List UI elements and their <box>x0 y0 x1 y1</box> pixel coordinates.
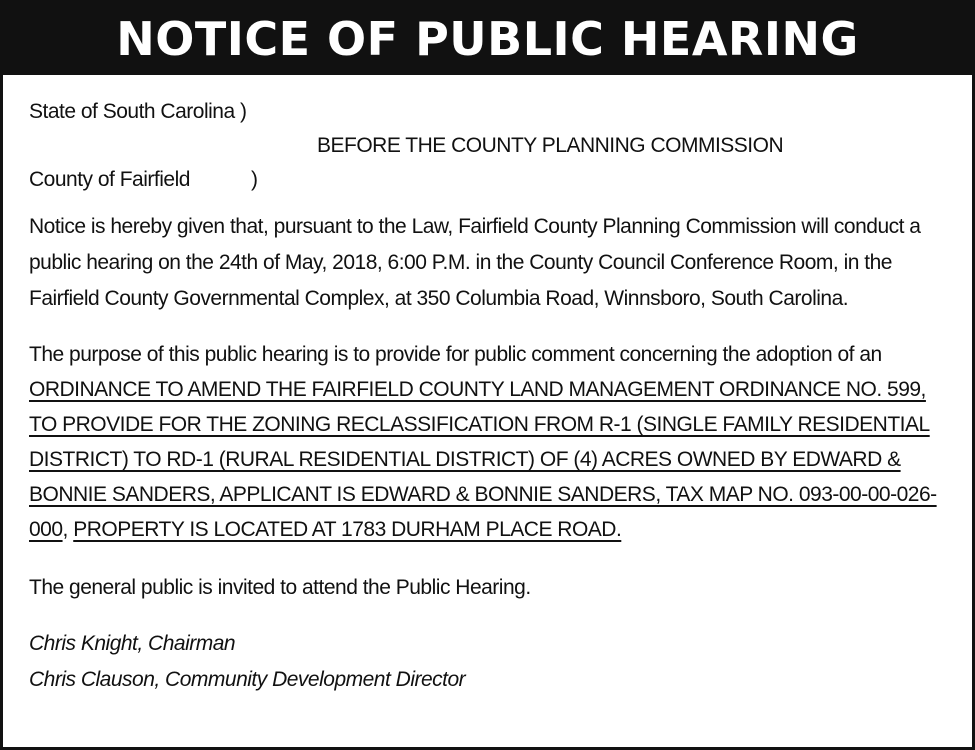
notice-body <box>3 75 972 698</box>
ordinance-comma: , <box>62 518 68 541</box>
caption-state: State of South Carolina ) <box>29 100 247 123</box>
caption-county: County of Fairfield <box>29 168 190 191</box>
property-location: PROPERTY IS LOCATED AT 1783 DURHAM PLACE ROAD. <box>73 518 622 541</box>
purpose-intro: The purpose of this public hearing is to provide for public comment concerning the adoption of an <box>29 343 882 366</box>
invitation-paragraph: The general public is invited to attend the Public Hearing. <box>29 576 531 599</box>
caption-county-paren: ) <box>251 168 258 191</box>
legal-caption <box>29 75 954 191</box>
signature-director: Chris Clauson, Community Development Director <box>29 668 466 692</box>
signature-block <box>29 626 954 698</box>
hearing-details-paragraph: Notice is hereby given that, pursuant to the Law, Fairfield County Planning Commission will conduct a public hearing on the 24th of May, 2018, 6:00 P.M. in the County Council Conference Room, in the Fairfield County Governmental Complex, at 350 Columbia Road, Winnsboro, South Carolina. <box>29 215 921 310</box>
caption-body: BEFORE THE COUNTY PLANNING COMMISSION <box>317 134 784 157</box>
ordinance-text: ORDINANCE TO AMEND THE FAIRFIELD COUNTY LAND MANAGEMENT ORDINANCE NO. 599, TO PROVIDE FOR THE ZONING RECLASSIFICATION FROM R-1 (SINGLE FAMILY RESIDENTIAL DISTRICT) TO RD-1 (RURAL RESIDENTIAL DISTRICT) OF (4) ACRES OWNED BY EDWARD & BONNIE SANDERS, APPLICANT IS EDWARD & BONNIE SANDERS, TAX MAP NO. 093-00-00-026-000 <box>29 378 937 541</box>
purpose-paragraph <box>29 337 954 547</box>
signature-chairman: Chris Knight, Chairman <box>29 632 236 656</box>
notice-title: NOTICE OF PUBLIC HEARING <box>3 3 972 75</box>
